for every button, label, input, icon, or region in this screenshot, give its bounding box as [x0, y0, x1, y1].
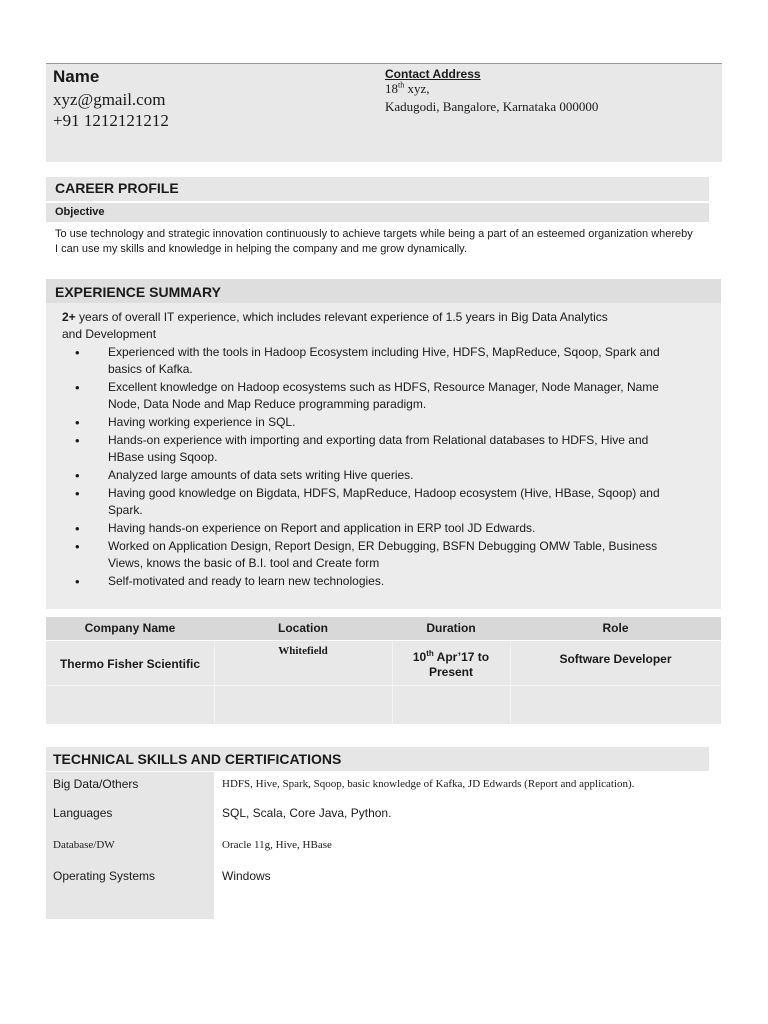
- job-location: Whitefield: [278, 645, 328, 657]
- career-profile-heading: CAREER PROFILE: [55, 180, 179, 196]
- skill-label: Database/DW: [53, 839, 115, 851]
- job-role: Software Developer: [559, 652, 672, 666]
- email-address: xyz@gmail.com: [53, 90, 166, 109]
- experience-summary-heading: EXPERIENCE SUMMARY: [55, 284, 221, 300]
- phone-number: +91 1212121212: [53, 111, 169, 130]
- skill-label: Big Data/Others: [53, 777, 139, 791]
- skill-value: HDFS, Hive, Spark, Sqoop, basic knowledge of Kafka, JD Edwards (Report and application).: [222, 778, 635, 790]
- objective-text: To use technology and strategic innovation continuously to achieve targets while being a part of an esteemed organization whereby I can use my skills and knowledge in helping the company and me grow dynamically.: [55, 228, 693, 255]
- candidate-name: Name: [53, 67, 100, 86]
- address-line-2: Kadugodi, Bangalore, Karnataka 000000: [385, 99, 599, 114]
- skill-label: Languages: [53, 806, 113, 820]
- job-duration: 10th Apr’17 to Present: [412, 649, 490, 679]
- list-item: • Having good knowledge on Bigdata, HDFS, MapReduce, Hadoop ecosystem (Hive, HBase, Sqoop) and Spark.: [62, 485, 662, 519]
- objective-bar: [46, 203, 709, 222]
- list-item: • Having hands-on experience on Report and application in ERP tool JD Edwards.: [62, 520, 662, 537]
- list-item: • Hands-on experience with importing and exporting data from Relational databases to HDFS, Hive and HBase using Sqoop.: [62, 432, 662, 466]
- experience-bullet-list: [62, 344, 662, 591]
- skill-value: SQL, Scala, Core Java, Python.: [222, 806, 392, 820]
- column-header-duration: Duration: [426, 621, 476, 635]
- list-item: • Analyzed large amounts of data sets writing Hive queries.: [62, 467, 662, 484]
- objective-label: Objective: [55, 206, 105, 218]
- skill-value: Oracle 11g, Hive, HBase: [222, 839, 332, 851]
- list-item: • Worked on Application Design, Report Design, ER Debugging, BSFN Debugging OMW Table, Business Views, knows the basic of B.I. tool and Create form: [62, 538, 662, 572]
- contact-address-heading: Contact Address: [385, 67, 481, 81]
- column-header-location: Location: [278, 621, 328, 635]
- list-item: • Excellent knowledge on Hadoop ecosystems such as HDFS, Resource Manager, Node Manager, Name Node, Data Node and Map Reduce programming paradigm.: [62, 379, 662, 413]
- table-divider: [46, 685, 721, 686]
- list-item: • Self-motivated and ready to learn new technologies.: [62, 573, 662, 590]
- address-line-1: 18th xyz,: [385, 80, 430, 96]
- column-header-company: Company Name: [84, 621, 176, 635]
- skill-label: Operating Systems: [53, 869, 156, 883]
- skills-heading: TECHNICAL SKILLS AND CERTIFICATIONS: [53, 751, 342, 767]
- list-item: • Experienced with the tools in Hadoop Ecosystem including Hive, HDFS, MapReduce, Sqoop, Spark and basics of Kafka.: [62, 344, 662, 378]
- experience-intro: 2+ years of overall IT experience, which includes relevant experience of 1.5 years in Big Data Analytics and Development: [62, 310, 608, 341]
- job-company: Thermo Fisher Scientific: [59, 657, 201, 671]
- list-item: • Having working experience in SQL.: [62, 414, 662, 431]
- skill-value: Windows: [222, 869, 271, 883]
- column-header-role: Role: [602, 621, 629, 635]
